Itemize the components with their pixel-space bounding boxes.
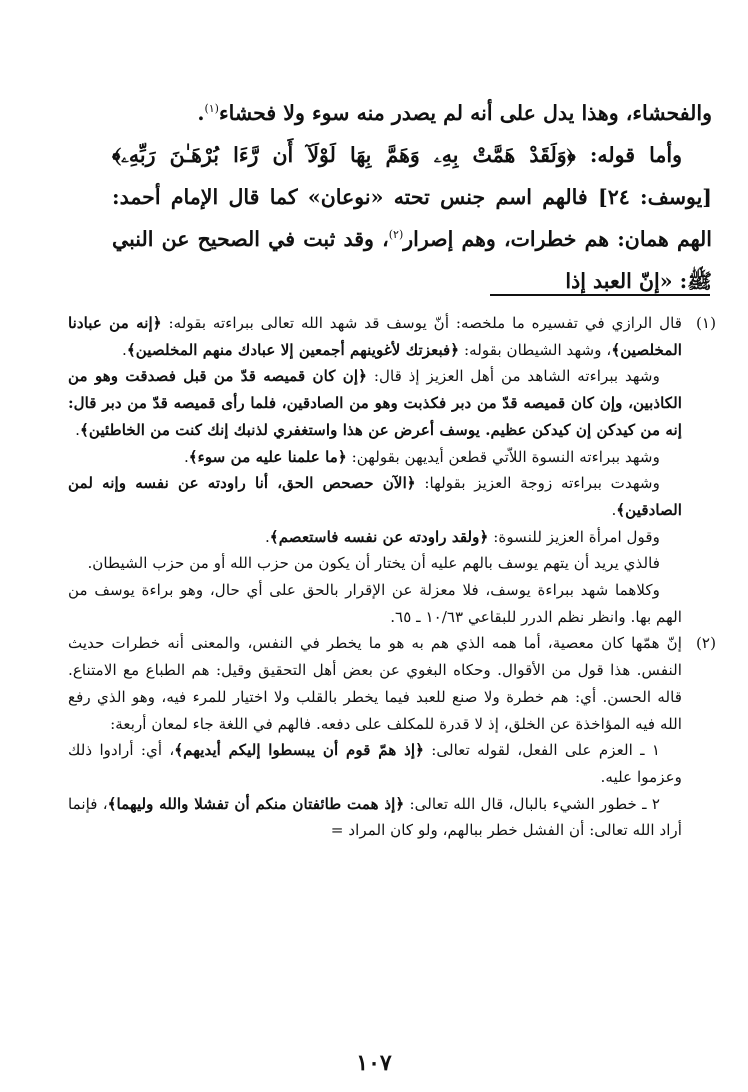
fn1-text: وشهد ببراءته النسوة اللاّتي قطعن أيديهن بقولهن: bbox=[346, 447, 660, 466]
main-text bbox=[112, 92, 712, 302]
footnote-divider bbox=[490, 294, 710, 296]
fn2-text: ، أي: أرادوا ذلك وعزموا عليه. bbox=[68, 741, 682, 786]
footnote-1-para bbox=[68, 470, 682, 523]
quran-quote: ﴿فبعزتك لأغوينهم أجمعين إلا عبادك منهم المخلصين﴾ bbox=[126, 340, 460, 359]
quran-quote: ﴿الآن حصحص الحق، أنا راودته عن نفسه وإنه لمن الصادقين﴾ bbox=[68, 474, 682, 519]
quran-quote: ﴿إن كان قميصه قدّ من قبل فصدقت وهو من الكاذبين، وإن كان قميصه قدّ من دبر فكذبت وهو من الصادقين، فلما رأى قميصه قدّ من دبر قال: إنه من كيدكن إن كيدكن عظيم. يوسف أعرض عن هذا واستغفري لذنبك إنك كنت من الخاطئين﴾ bbox=[68, 367, 682, 439]
footnote-2-para bbox=[68, 791, 682, 844]
fn1-text: وقول امرأة العزيز للنسوة: bbox=[488, 527, 660, 546]
quran-quote: ﴿ما علمنا عليه من سوء﴾ bbox=[188, 447, 347, 466]
quran-quote: ﴿إذ همت طائفتان منكم أن تفشلا والله وليهما﴾ bbox=[107, 794, 405, 813]
footnote-1-para bbox=[68, 310, 682, 363]
footnote-ref-2: (٢) bbox=[388, 228, 404, 242]
fn1-text: وشهدت ببراءته زوجة العزيز بقولها: bbox=[415, 474, 660, 493]
footnote-1-para bbox=[68, 444, 682, 471]
page-number: ١٠٧ bbox=[356, 1050, 392, 1076]
footnote-1-para bbox=[68, 363, 682, 443]
fn1-text: . bbox=[611, 500, 617, 519]
main-paragraph-1-text: والفحشاء، وهذا يدل على أنه لم يصدر منه سوء ولا فحشاء bbox=[218, 101, 712, 125]
footnote-1-para: فالذي يريد أن يتهم يوسف بالهم عليه أن يختار أن يكون من حزب الله أو من حزب الشيطان. bbox=[87, 554, 660, 573]
footnote-2 bbox=[68, 630, 716, 844]
footnote-1 bbox=[68, 310, 716, 630]
main-paragraph-1 bbox=[112, 92, 712, 134]
fn1-text: قال الرازي في تفسيره ما ملخصه: أنّ يوسف قد شهد الله تعالى ببراءته بقوله: bbox=[161, 314, 682, 332]
fn1-text: . bbox=[122, 340, 127, 359]
fn2-text: ٢ ـ خطور الشيء بالبال، قال الله تعالى: bbox=[404, 794, 660, 813]
quran-quote: ﴿إنه من عبادنا المخلصين﴾ bbox=[68, 314, 682, 359]
fn1-text: وشهد ببراءته الشاهد من أهل العزيز إذ قال: bbox=[367, 367, 660, 386]
quran-quote: ﴿ولقد راودته عن نفسه فاستعصم﴾ bbox=[269, 527, 489, 546]
fn1-text: ، وشهد الشيطان بقوله: bbox=[459, 340, 612, 359]
footnotes bbox=[68, 310, 716, 844]
footnote-1-body bbox=[68, 310, 682, 630]
footnote-1-number: (١) bbox=[695, 314, 716, 332]
main-paragraph-1-end: . bbox=[197, 101, 205, 125]
footnote-1-para bbox=[68, 524, 682, 551]
main-paragraph-2-text: وأما قوله: ﴿وَلَقَدْ هَمَّتْ بِهِۦ وَهَمَّ بِهَا لَوْلَآ أَن رَّءَا بُرْهَـٰنَ رَبِّهِۦ﴾ [يوسف: ٢٤] فالهم اسم جنس تحته «نوعان» كما قال الإمام أحمد: الهم همان: هم خطرات، وهم إصرار bbox=[112, 143, 712, 251]
footnote-2-para bbox=[68, 737, 682, 790]
footnote-ref-1: (١) bbox=[204, 102, 219, 116]
quran-quote: ﴿إذ همّ قوم أن يبسطوا إليكم أيديهم﴾ bbox=[174, 741, 424, 760]
fn1-text: . bbox=[75, 420, 80, 439]
fn1-text: . bbox=[183, 447, 189, 466]
footnote-2-number: (٢) bbox=[695, 634, 716, 653]
fn1-text: . bbox=[264, 527, 270, 546]
fn2-text: ، فإنما أراد الله تعالى: أن الفشل خطر ببالهم، ولو كان المراد = bbox=[68, 794, 682, 840]
fn2-text: ١ ـ العزم على الفعل، لقوله تعالى: bbox=[423, 741, 660, 760]
footnote-2-para: إنّ همّها كان معصية، أما همه الذي هم به هو ما يخطر في النفس، والمعنى أنه خطرات حديث النفس. هذا قول من الأقوال. وحكاه البغوي عن بعض أهل التحقيق وقيل: هم الطباع مع الامتناع. قاله الحسن. أي: هم خطرة ولا صنع للعبد فيما يخطر بالقلب ولا اختيار للمرء فيه، وهو الذي رفع الله فيه المؤاخذة عن الخلق، إذ لا قدرة للمكلف على دفعه. فالهم في اللغة جاء لمعان أربعة: bbox=[68, 634, 682, 733]
footnote-2-body bbox=[68, 630, 682, 844]
footnote-1-para: وكلاهما شهد ببراءة يوسف، فلا معزلة عن الإقرار بالحق على أي حال، وهو براءة يوسف من الهم بها. وانظر نظم الدرر للبقاعي ١٠/٦٣ ـ ٦٥. bbox=[68, 581, 682, 626]
main-paragraph-2-end: ، وقد ثبت في الصحيح عن النبي ﷺ: «إنّ العبد إذا bbox=[112, 227, 712, 293]
main-paragraph-2 bbox=[112, 134, 712, 302]
